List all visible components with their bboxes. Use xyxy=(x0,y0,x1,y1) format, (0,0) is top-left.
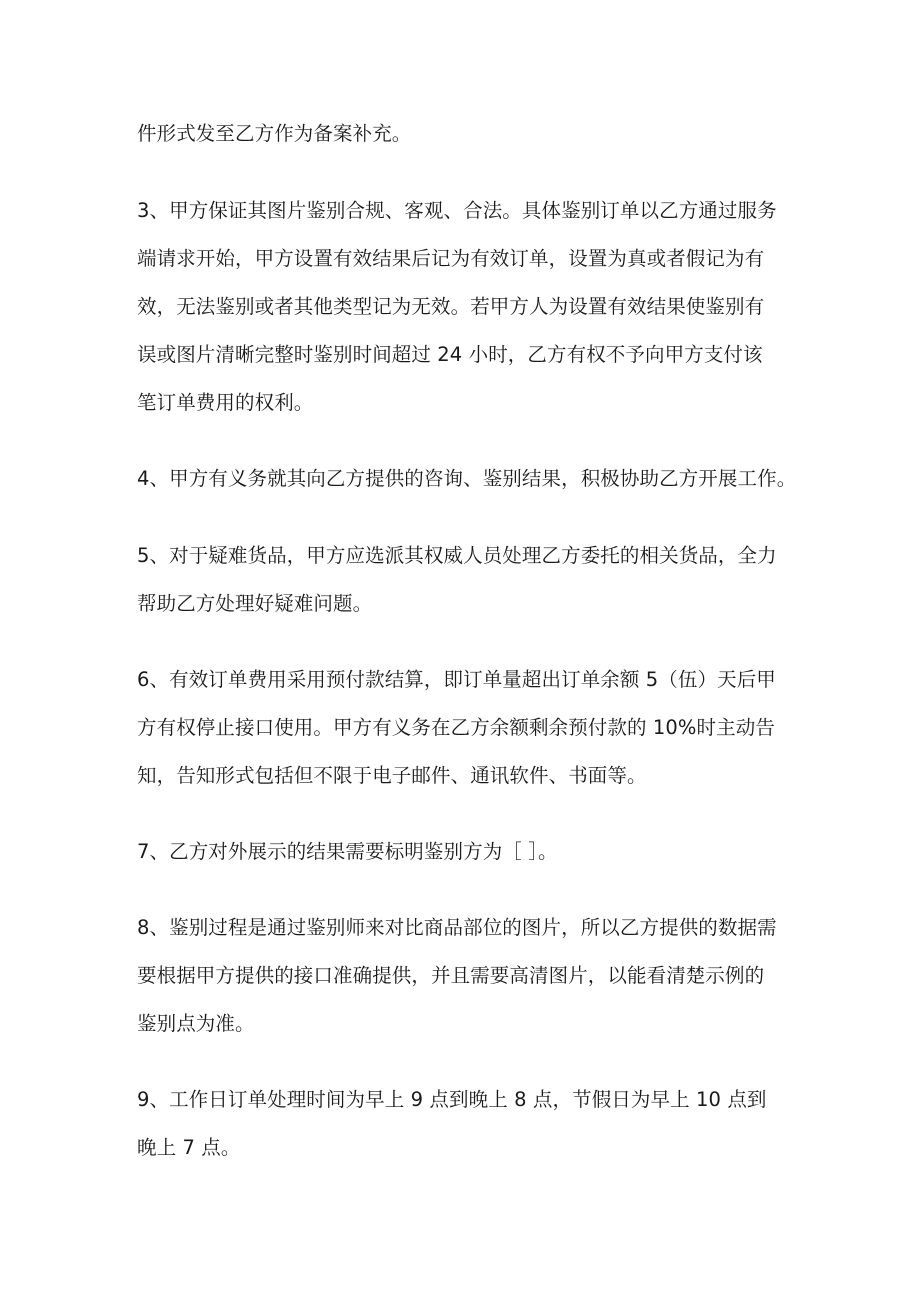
clause-3-line: 端请求开始，甲方设置有效结果后记为有效订单，设置为真或者假记为有 xyxy=(137,247,765,270)
clause-3-line: 误或图片清晰完整时鉴别时间超过 24 小时，乙方有权不予向甲方支付该 xyxy=(137,343,763,366)
paragraph-continuation-line: 件形式发至乙方作为备案补充。 xyxy=(137,122,412,145)
clause-3-line: 3、甲方保证其图片鉴别合规、客观、合法。具体鉴别订单以乙方通过服务 xyxy=(137,199,777,222)
clause-4-line: 4、甲方有义务就其向乙方提供的咨询、鉴别结果，积极协助乙方开展工作。 xyxy=(137,467,797,490)
clause-3-line: 笔订单费用的权利。 xyxy=(137,391,314,414)
clause-5-line: 5、对于疑难货品，甲方应选派其权威人员处理乙方委托的相关货品，全力 xyxy=(137,544,777,567)
clause-8-line: 要根据甲方提供的接口准确提供，并且需要高清图片，以能看清楚示例的 xyxy=(137,964,765,987)
clause-3-line: 效，无法鉴别或者其他类型记为无效。若甲方人为设置有效结果使鉴别有 xyxy=(137,295,765,318)
clause-7-line: 7、乙方对外展示的结果需要标明鉴别方为［ ］。 xyxy=(137,840,558,863)
clause-9-line: 9、工作日订单处理时间为早上 9 点到晚上 8 点，节假日为早上 10 点到 xyxy=(137,1088,767,1111)
clause-6-line: 方有权停止接口使用。甲方有义务在乙方余额剩余预付款的 10%时主动告 xyxy=(137,716,775,739)
clause-6-line: 知，告知形式包括但不限于电子邮件、通讯软件、书面等。 xyxy=(137,764,647,787)
clause-9-line: 晚上 7 点。 xyxy=(137,1136,241,1159)
clause-8-line: 8、鉴别过程是通过鉴别师来对比商品部位的图片，所以乙方提供的数据需 xyxy=(137,916,777,939)
clause-6-line: 6、有效订单费用采用预付款结算，即订单量超出订单余额 5（伍）天后甲 xyxy=(137,668,776,691)
clause-8-line: 鉴别点为准。 xyxy=(137,1012,255,1035)
clause-5-line: 帮助乙方处理好疑难问题。 xyxy=(137,592,373,615)
